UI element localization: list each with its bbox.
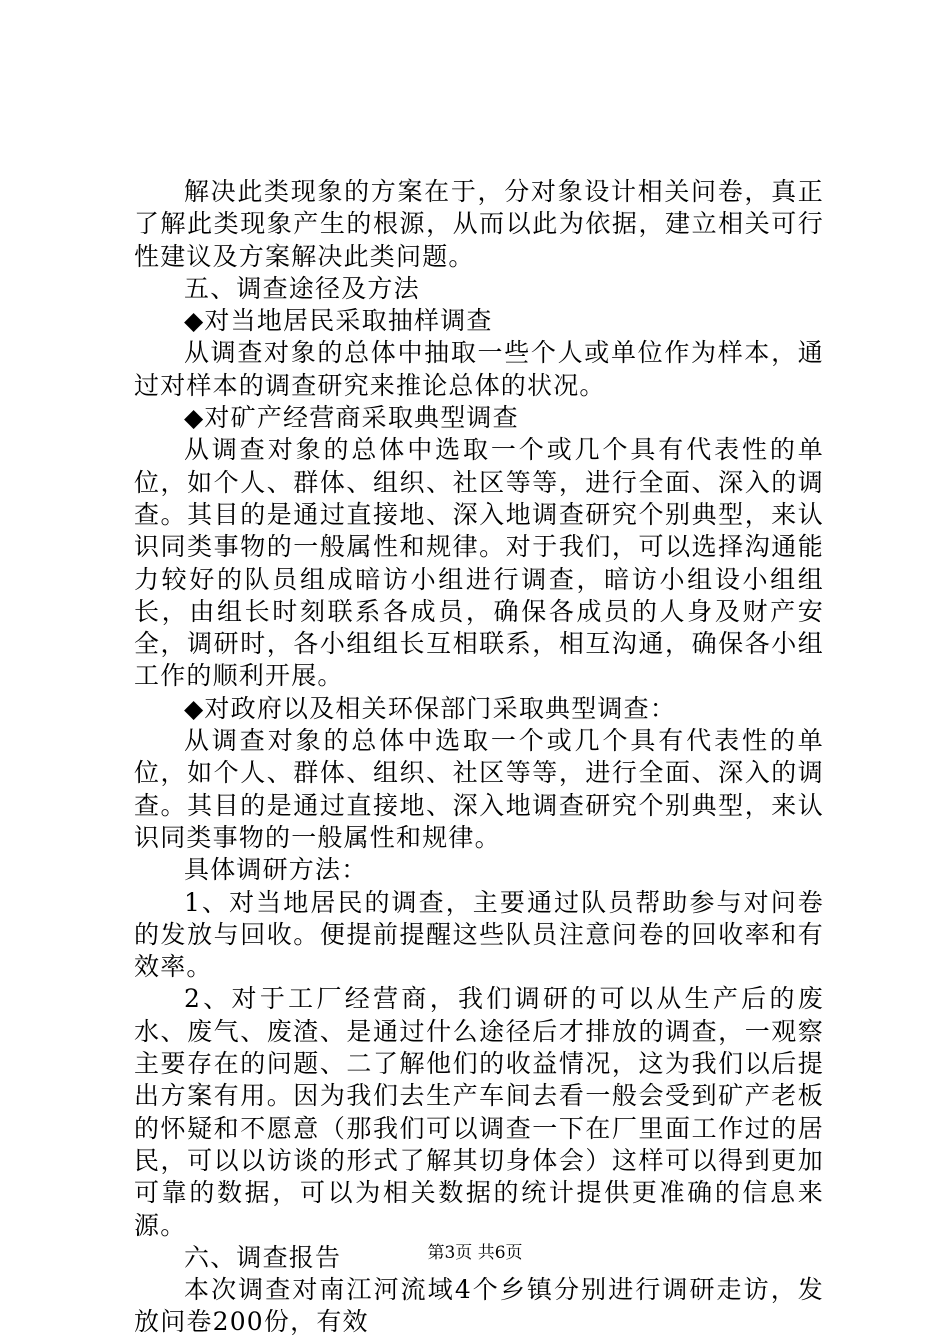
page-footer: 第3页 共6页 <box>427 1243 523 1263</box>
paragraph-method-1: 1、对当地居民的调查，主要通过队员帮助参与对问卷的发放与回收。便提前提醒这些队员注意问卷的回收率和有效率。 <box>134 887 824 982</box>
subheading-methods: 具体调研方法： <box>184 855 368 885</box>
bullet-mining-typical: ◆对矿产经营商采取典型调查 <box>184 403 519 433</box>
paragraph-typical-survey-2: 从调查对象的总体中选取一个或几个具有代表性的单位，如个人、群体、组织、社区等等，进行全面、深入的调查。其目的是通过直接地、深入地调查研究个别典型，来认识同类事物的一般属性和规律。 <box>134 726 824 852</box>
paragraph-solution: 解决此类现象的方案在于，分对象设计相关问卷，真正了解此类现象产生的根源，从而以此为依据，建立相关可行性建议及方案解决此类问题。 <box>134 177 824 271</box>
bullet-residents-sampling: ◆对当地居民采取抽样调查 <box>184 306 493 336</box>
document-body <box>134 176 824 1339</box>
paragraph-report: 本次调查对南江河流域4个乡镇分别进行调研走访，发放问卷200份，有效 <box>134 1275 824 1337</box>
section-heading-5: 五、调查途径及方法 <box>184 273 420 303</box>
bullet-government-typical: ◆对政府以及相关环保部门采取典型调查： <box>184 693 677 723</box>
section-heading-6: 六、调查报告 <box>184 1242 342 1272</box>
paragraph-typical-survey-1: 从调查对象的总体中选取一个或几个具有代表性的单位，如个人、群体、组织、社区等等，进行全面、深入的调查。其目的是通过直接地、深入地调查研究个别典型，来认识同类事物的一般属性和规律。对于我们，可以选择沟通能力较好的队员组成暗访小组进行调查，暗访小组设小组组长，由组长时刻联系各成员，确保各成员的人身及财产安全，调研时，各小组组长互相联系，相互沟通，确保各小组工作的顺利开展。 <box>134 435 824 691</box>
paragraph-method-2: 2、对于工厂经营商，我们调研的可以从生产后的废水、废气、废渣、是通过什么途径后才排放的调查，一观察主要存在的问题、二了解他们的收益情况，这为我们以后提出方案有用。因为我们去生产车间去看一般会受到矿产老板的怀疑和不愿意（那我们可以调查一下在厂里面工作过的居民，可以以访谈的形式了解其切身体会）这样可以得到更加可靠的数据，可以为相关数据的统计提供更准确的信息来源。 <box>134 984 824 1240</box>
paragraph-sampling: 从调查对象的总体中抽取一些个人或单位作为样本，通过对样本的调查研究来推论总体的状况。 <box>134 338 824 400</box>
